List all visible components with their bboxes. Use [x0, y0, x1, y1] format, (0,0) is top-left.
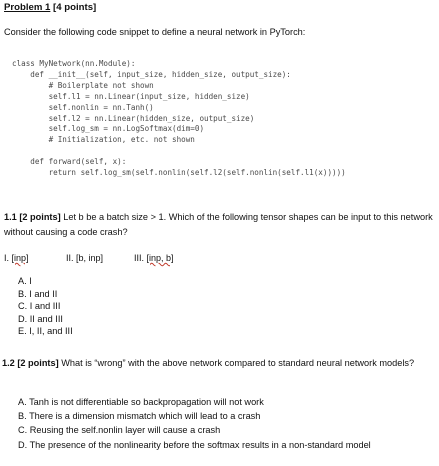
code-line: self.l2 = nn.Linear(hidden_size, output_size): [12, 113, 255, 123]
question-1-1-label: 1.1 [2 points]: [4, 212, 61, 222]
answer-choice: C. I and III: [18, 301, 61, 312]
option-i: [4, 253, 29, 263]
option-ii: II. [b, inp]: [66, 253, 104, 263]
answer-choice: D. II and III: [18, 313, 63, 324]
answer-list-1-2: [18, 395, 371, 452]
code-line: def forward(self, x):: [12, 157, 127, 167]
code-snippet: [12, 59, 346, 179]
question-1-1: [4, 210, 436, 239]
question-1-2-label: 1.2 [2 points]: [2, 358, 59, 368]
answer-list-1-1: [18, 275, 73, 338]
problem-title: [4, 2, 96, 13]
code-line: # Boilerplate not shown: [12, 80, 154, 90]
answer-choice: B. I and II: [18, 288, 58, 299]
answer-choice: A. I: [18, 276, 32, 286]
option-i-number: I.: [4, 253, 12, 263]
intro-text: Consider the following code snippet to define a neural network in PyTorch:: [4, 27, 306, 37]
problem-title-main: Problem 1: [4, 2, 51, 13]
code-line: def __init__(self, input_size, hidden_size, output_size):: [12, 69, 291, 79]
option-i-value: [inp]: [11, 253, 29, 263]
option-iii: [134, 253, 174, 263]
code-line: class MyNetwork(nn.Module):: [12, 59, 136, 68]
answer-choice: C. Reusing the self.nonlin layer will cause a crash: [18, 425, 221, 436]
question-1-2-text: What is “wrong” with the above network compared to standard neural network models?: [58, 358, 415, 368]
answer-choice: E. I, II, and III: [18, 326, 73, 337]
code-line: # Initialization, etc. not shown: [12, 135, 195, 145]
option-iii-number: III.: [134, 253, 147, 263]
answer-choice: D. The presence of the nonlinearity before the softmax results in a non-standard model: [18, 439, 371, 450]
code-line: self.log_sm = nn.LogSoftmax(dim=0): [12, 124, 205, 134]
code-line: self.l1 = nn.Linear(input_size, hidden_size): [12, 91, 250, 101]
question-1-2: [2, 356, 434, 371]
code-line: self.nonlin = nn.Tanh(): [12, 102, 154, 112]
answer-choice: B. There is a dimension mismatch which will lead to a crash: [18, 411, 261, 422]
code-line: return self.log_sm(self.nonlin(self.l2(self.nonlin(self.l1(x))))): [12, 168, 346, 178]
option-iii-value: [inp, b]: [146, 253, 174, 263]
question-1-1-text: Let b be a batch size > 1. Which of the following tensor shapes can be input to this network without causing a code crash?: [4, 212, 433, 237]
problem-title-points: [4 points]: [50, 2, 97, 13]
answer-choice: A. Tanh is not differentiable so backpropagation will not work: [18, 397, 264, 407]
